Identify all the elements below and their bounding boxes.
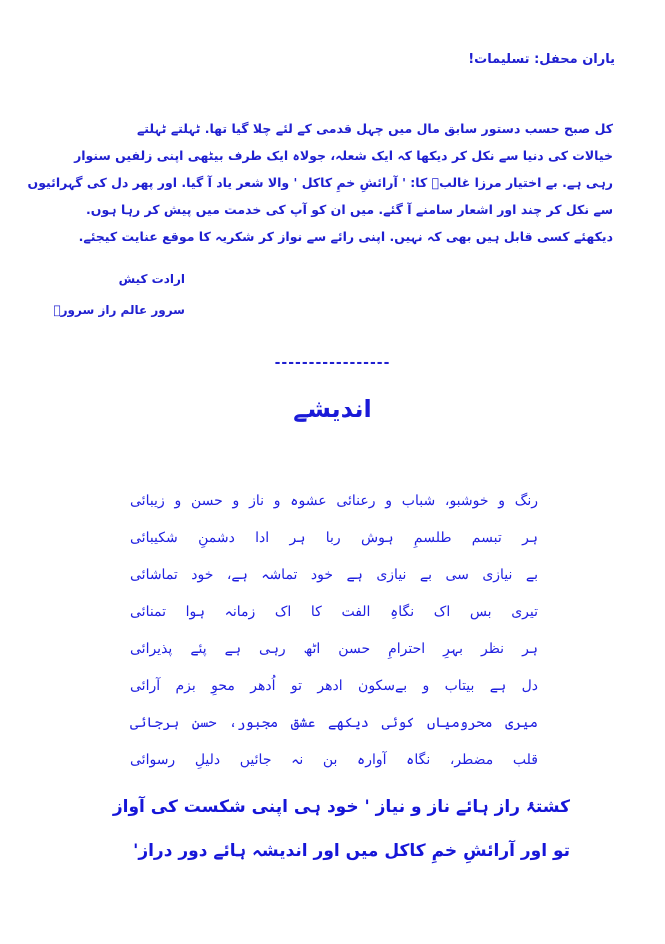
- poem-title: اندیشے: [293, 395, 372, 423]
- poem-verse: دل ہے بیتاب و بےسکون ادھر تو اُدھر محوِ بزم آرائی: [130, 678, 538, 694]
- greeting: یاران محفل: تسلیمات!: [468, 52, 615, 67]
- letter-line: خیالات کی دنیا سے نکل کر دیکھا کہ ایک شعلہ، جولاہ ایک طرف بیٹھی اپنی زلفیں سنوار: [74, 148, 613, 163]
- closing: ارادت کیش: [118, 272, 185, 286]
- poem-verse: تیری بس اک نگاہِ الفت کا اک زمانہ ہوا تمنائی: [130, 604, 538, 620]
- letter-body: [27, 115, 613, 250]
- section-divider: -----------------: [274, 355, 391, 371]
- poem-verse: ہر نظر بہرِ احترامِ حسن اٹھ رہی ہے پئے پذیرائی: [130, 641, 538, 657]
- letter-line: رہی ہے. بے اختیار مرزا غالبؔ کا: ' آرائشِ خمِ کاکل ' والا شعر یاد آ گیا. اور پھر دل کی گہرائیوں: [27, 175, 613, 190]
- poem-verse: ہر تبسم طلسمِ ہوش ربا ہر ادا دشمنِ شکیبائی: [130, 530, 538, 546]
- poem-verse: میری محرومیاں کوئی دیکھے عشق مجبور، حسن ہرجائی: [130, 715, 538, 731]
- poem-verse: بے نیازی سی بے نیازی ہے خود تماشہ ہے، خود تماشائی: [130, 567, 538, 583]
- closing-couplet-line: تو اور آرائشِ خمِ کاکل میں اور اندیشہ ہائے دور دراز': [133, 841, 570, 861]
- closing-couplet-line: کشتۂ راز ہائے ناز و نیاز ' خود ہی اپنی شکست کی آواز: [112, 797, 570, 817]
- poem-verse: قلب مضطر، نگاہ آوارہ بن نہ جائیں دلیلِ رسوائی: [130, 752, 538, 768]
- poem-verse: رنگ و خوشبو، شباب و رعنائی عشوہ و ناز و حسن و زیبائی: [130, 493, 538, 509]
- letter-line: کل صبح حسب دستور سابق مال میں چہل قدمی کے لئے چلا گیا تھا. ٹہلتے ٹہلتے: [136, 121, 613, 136]
- letter-line: سے نکل کر چند اور اشعار سامنے آ گئے. میں ان کو آپ کی خدمت میں پیش کر رہا ہوں.: [86, 202, 613, 217]
- letter-line: دیکھئے کسی قابل ہیں بھی کہ نہیں. اپنی رائے سے نواز کر شکریہ کا موقع عنایت کیجئے.: [78, 229, 613, 244]
- signature: سرور عالم راز سرورؔ: [53, 303, 185, 317]
- poem: [130, 483, 538, 779]
